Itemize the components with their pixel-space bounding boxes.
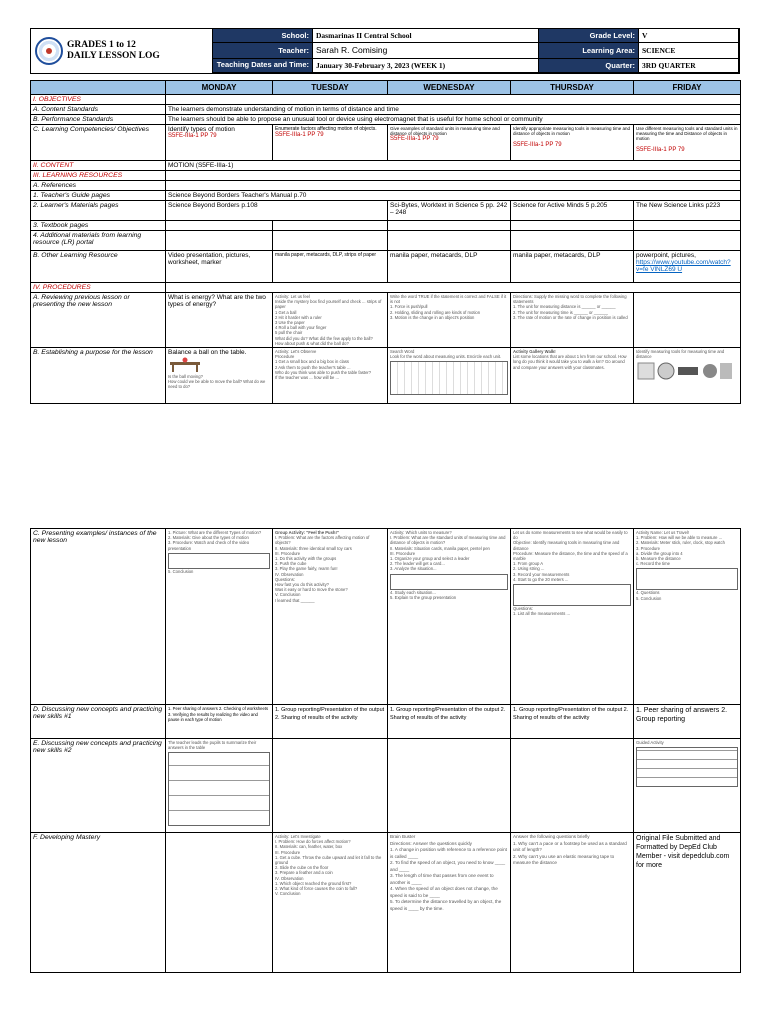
row-presenting bbox=[31, 529, 741, 705]
row-learners-materials bbox=[31, 201, 741, 221]
section-resources-label: III. LEARNING RESOURCES bbox=[31, 171, 166, 181]
competency-tuesday bbox=[273, 125, 388, 161]
review-monday: What is energy? What are the two types of energy? bbox=[166, 293, 273, 348]
purpose-tuesday: Activity: Let's Observe Procedure 1 Get a small box and a big box in class 2 Ask them to push the teacher's table ... Who do you think was able to push the table faster? If the teacher was ... how will be ... bbox=[273, 348, 388, 404]
competency-code: S5FE-IIIa-1 PP 79 bbox=[636, 147, 685, 153]
discuss-2-wednesday bbox=[388, 739, 511, 833]
competency-code: S5FE-IIIa-1 PP 79 bbox=[168, 133, 217, 139]
travel-table-placeholder bbox=[636, 568, 738, 590]
day-header-blank bbox=[31, 81, 166, 95]
competency-code: S5FE-IIIa-1 PP 79 bbox=[513, 142, 562, 148]
purpose-wednesday: Search Word Look for the word about measuring units. Encircle each unit. bbox=[388, 348, 511, 404]
competency-text: Identify types of motion bbox=[168, 126, 235, 133]
discuss-2-thursday bbox=[511, 739, 634, 833]
competency-wednesday bbox=[388, 125, 511, 161]
teachers-guide-label: 1. Teacher's Guide pages bbox=[31, 191, 166, 201]
presenting-wednesday: Activity: Which units to measure? I. Problem: What are the standard units of measuring time and distance of objects in motion? II. Materials: Situation cards, manila paper, pentel pen III. Procedure 1. Organize your group and select a leader 2. The leader will get a card... 3. Analyze the situation... 4. Study each situation... 5. Explain to the group presentation bbox=[388, 529, 511, 705]
purpose-monday: Balance a ball on the table. Is the ball moving? How could we be able to move the ball? What do we need to do? bbox=[166, 348, 273, 404]
discuss-1-friday: 1. Peer sharing of answers 2. Group reporting bbox=[634, 705, 741, 739]
school-value: Dasmarinas II Central School bbox=[313, 29, 539, 43]
row-performance-standards bbox=[31, 115, 741, 125]
row-competencies bbox=[31, 125, 741, 161]
day-friday: FRIDAY bbox=[634, 81, 741, 95]
word-search-grid bbox=[390, 361, 508, 395]
deped-seal-icon bbox=[35, 37, 63, 65]
row-purpose bbox=[31, 348, 741, 404]
title-line-2: DAILY LESSON LOG bbox=[67, 51, 160, 61]
day-thursday: THURSDAY bbox=[511, 81, 634, 95]
row-review bbox=[31, 293, 741, 348]
purpose-thursday: Activity Gallery Walk! List some locations that are about 1 km from our school. How long do you think it would take you to walk a km? Go around and compare your answers with your classmates. bbox=[511, 348, 634, 404]
discuss-1-monday: 1. Peer sharing of answers 2. Checking of worksheets 3. Verifying the results by realizing the video and pause in each type of motion bbox=[166, 705, 273, 739]
day-tuesday: TUESDAY bbox=[273, 81, 388, 95]
youtube-link[interactable]: https://www.youtube.com/watch?v=fe VlNLZ69 U bbox=[636, 259, 731, 273]
learners-materials-thu: Science for Active Minds 5 p.205 bbox=[511, 201, 634, 221]
header bbox=[30, 28, 740, 74]
competency-friday bbox=[634, 125, 741, 161]
grade-value: V bbox=[639, 29, 739, 43]
competencies-label: C. Learning Competencies/ Objectives bbox=[31, 125, 166, 161]
competency-thursday bbox=[511, 125, 634, 161]
purpose-monday-text: Balance a ball on the table. bbox=[168, 349, 247, 357]
tape-measure-icon bbox=[678, 367, 698, 375]
discuss-2-friday: Guided Activity bbox=[634, 739, 741, 833]
discuss-2-label: E. Discussing new concepts and practicing new skills #2 bbox=[31, 739, 166, 833]
measuring-tools-pictures bbox=[636, 359, 736, 385]
dates-label: Teaching Dates and Time: bbox=[213, 59, 313, 73]
table-leg-shape bbox=[172, 365, 174, 372]
other-resources-tue: manila paper, metacards, DLP, strips of paper bbox=[273, 251, 388, 283]
dates-value: January 30-February 3, 2023 (WEEK 1) bbox=[313, 59, 539, 73]
competency-code: S5FE-IIIa-1 PP 79 bbox=[275, 132, 324, 138]
presenting-monday: 1. Picture: What are the different Types of motion? 2. Materials: Give about the types of motion 3. Procedure: Watch and check of the video presentation 5. Conclusion bbox=[166, 529, 273, 705]
performance-standards-value: The learners should be able to propose an unusual tool or device using electromagnet that is useful for home school or community bbox=[166, 115, 741, 125]
review-thursday: Directions: Supply the missing word to complete the following statements 1. The unit for measuring distance is ______ or ______ 2. The unit for measuring time is ______ or ______ 3. The rate of motion or the rate of change in position is called bbox=[511, 293, 634, 348]
speed-table bbox=[636, 747, 738, 787]
area-label: Learning Area: bbox=[539, 43, 639, 58]
section-content-label: II. CONTENT bbox=[31, 161, 166, 171]
stopwatch-icon bbox=[703, 364, 717, 378]
clock-icon bbox=[658, 363, 674, 379]
header-logo-area bbox=[31, 29, 213, 73]
day-header-row bbox=[31, 81, 741, 95]
row-references bbox=[31, 181, 741, 191]
other-resources-mon: Video presentation, pictures, worksheet, marker bbox=[166, 251, 273, 283]
references-label: A. References bbox=[31, 181, 166, 191]
learners-materials-wed: Sci-Bytes, Worktext in Science 5 pp. 242 – 248 bbox=[388, 201, 511, 221]
header-info-grid bbox=[213, 29, 739, 73]
row-content bbox=[31, 161, 741, 171]
table-ball-illustration bbox=[168, 356, 204, 372]
form-title bbox=[67, 40, 160, 62]
area-value: SCIENCE bbox=[639, 43, 739, 58]
review-friday bbox=[634, 293, 741, 348]
grade-label: Grade Level: bbox=[539, 29, 639, 43]
content-standards-value: The learners demonstrate understanding of motion in terms of distance and time bbox=[166, 105, 741, 115]
other-resources-label: B. Other Learning Resource bbox=[31, 251, 166, 283]
teacher-label: Teacher: bbox=[213, 43, 313, 58]
additional-materials-label: 4. Additional materials from learning resource (LR) portal bbox=[31, 231, 166, 251]
row-discuss-2 bbox=[31, 739, 741, 833]
quarter-value: 3RD QUARTER bbox=[639, 59, 739, 73]
section-resources bbox=[31, 171, 741, 181]
school-label: School: bbox=[213, 29, 313, 43]
learners-materials-mon: Science Beyond Borders p.108 bbox=[166, 201, 388, 221]
presenting-friday: Activity Name: Let us Travel! 1. Problem: How will we be able to measure ... 2. Materials: Meter stick, ruler, clock, stop watch 3. Procedure a. Divide the group into 4 b. Measure the distance c. Record the time 4. Questions 5. Conclusion bbox=[634, 529, 741, 705]
title-line-1: GRADES 1 to 12 bbox=[67, 40, 136, 50]
teachers-guide-value: Science Beyond Borders Teacher's Manual p.70 bbox=[166, 191, 741, 201]
row-discuss-1 bbox=[31, 705, 741, 739]
day-wednesday: WEDNESDAY bbox=[388, 81, 511, 95]
learners-materials-fri: The New Science Links p223 bbox=[634, 201, 741, 221]
mastery-thursday: Answer the following questions briefly 1. Why can't a pace or a footstep be used as a standard unit of length? 2. Why can't you use an elastic measuring tape to measure the distance bbox=[511, 833, 634, 973]
mastery-wednesday: Brain Buster Directions: Answer the questions quickly 1. A change in position with reference to a reference point is called ____ 2. To find the speed of an object, you need to know ____ and ____ 3. The length of time that passes from one event to another is ____ 4. When the speed of an object does not change, the speed is said to be ____ 5. To determine the distance travelled by an object, the speed is ____ by the time. bbox=[388, 833, 511, 973]
row-content-standards bbox=[31, 105, 741, 115]
mastery-tuesday: Activity: Let's Investigate I. Problem: How do forces affect motion? II. Materials: can, feather, water, box III. Procedure 1. Get a cube. Throw the cube upward and let it fall to the ground 2. Slide the cube on the floor 3. Prepare a feather and a coin IV. Observation 1. Which object reached the ground first? 2. What kind of force causes the coin to fall? V. Conclusion bbox=[273, 833, 388, 973]
performance-standards-label: B. Performance Standards bbox=[31, 115, 166, 125]
row-mastery bbox=[31, 833, 741, 973]
section-objectives-label: I. OBJECTIVES bbox=[31, 95, 166, 105]
section-objectives bbox=[31, 95, 741, 105]
teacher-value: Sarah R. Comising bbox=[313, 43, 539, 58]
mastery-label: F. Developing Mastery bbox=[31, 833, 166, 973]
textbook-label: 3. Textbook pages bbox=[31, 221, 166, 231]
other-resources-thu: manila paper, metacards, DLP bbox=[511, 251, 634, 283]
content-standards-label: A. Content Standards bbox=[31, 105, 166, 115]
mastery-monday bbox=[166, 833, 273, 973]
competency-text: Identify appropriate measuring tools in measuring time and distance of objects in motion bbox=[513, 126, 631, 136]
row-additional bbox=[31, 231, 741, 251]
motion-table-placeholder bbox=[168, 553, 270, 569]
measurement-table-placeholder bbox=[513, 584, 631, 606]
row-other-resources bbox=[31, 251, 741, 283]
quarter-label: Quarter: bbox=[539, 59, 639, 73]
presenting-thursday: Let us do some measurements to see what would be easily to do Objective: Identify measuring tools in measuring time and distance Procedure: Measure the distance, the time and the speed of a marble 1. From group A 2. Using string ... 3. Record your measurements 4. Start to go the 20 meters ... Questions: 1. List all the measurements ... bbox=[511, 529, 634, 705]
other-resources-wed: manila paper, metacards, DLP bbox=[388, 251, 511, 283]
other-resources-fri bbox=[634, 251, 741, 283]
discuss-2-tuesday bbox=[273, 739, 388, 833]
tool-picture bbox=[720, 363, 732, 379]
learners-materials-label: 2. Learner's Materials pages bbox=[31, 201, 166, 221]
other-resources-fri-text: powerpoint, pictures, bbox=[636, 252, 696, 259]
presenting-tuesday: Group Activity: "Feel the Push!" I. Problem: What are the factors affecting motion of objects? II. Materials: three identical small toy cars III. Procedure 1. Do this activity with the groups 2. Push the cube 3. Play the game fairly, rearm fun! IV. Observation Questions: How fast you do this activity? Was it easy or hard to move the stone? V. Conclusion I learned that ______ bbox=[273, 529, 388, 705]
mastery-friday: Original File Submitted and Formatted by DepEd Club Member - visit depedclub.com for more bbox=[634, 833, 741, 973]
competency-text: Give examples of standard units in measuring time and distance of objects in motion bbox=[390, 126, 500, 136]
competency-text: Use different measuring tools and standard units in measuring the time and Distance of objects in motion bbox=[636, 126, 738, 141]
discuss-1-tuesday: 1. Group reporting/Presentation of the output 2. Sharing of results of the activity bbox=[273, 705, 388, 739]
section-procedures-label: IV. PROCEDURES bbox=[31, 283, 166, 293]
discuss-1-label: D. Discussing new concepts and practicing new skills #1 bbox=[31, 705, 166, 739]
units-table-placeholder bbox=[390, 574, 508, 590]
purpose-friday: Identify measuring tools for measuring time and distance bbox=[634, 348, 741, 404]
review-wednesday: Write the word TRUE if the statement is correct and FALSE if it is not 1. Force is push/pull 2. Holding, sliding and rolling are kinds of motion 3. Motion is the change in an object's position bbox=[388, 293, 511, 348]
content-value: MOTION (S5FE-IIIa-1) bbox=[166, 161, 741, 171]
purpose-label: B. Establishing a purpose for the lesson bbox=[31, 348, 166, 404]
discuss-1-thursday: 1. Group reporting/Presentation of the output 2. Sharing of results of the activity bbox=[511, 705, 634, 739]
review-tuesday: Activity: Let us feel Inside the mystery box find yourself and check ... strips of paper 1 Get a ball 2 Hit it harder with a ruler 3 Use the paper 4 Roll a ball with your finger 5 pull the chair What did you do? What did the few apply to the ball? How about push & what did the ball do? bbox=[273, 293, 388, 348]
discuss-1-wednesday: 1. Group reporting/Presentation of the output 2. Sharing of results of the activity bbox=[388, 705, 511, 739]
lesson-table-bottom bbox=[30, 528, 740, 973]
row-textbook bbox=[31, 221, 741, 231]
discuss-2-monday: The teacher leads the pupils to summarize their answers in the table bbox=[166, 739, 273, 833]
competency-code: S5FE-IIIa-1 PP 79 bbox=[390, 136, 439, 142]
row-teachers-guide bbox=[31, 191, 741, 201]
presenting-label: C. Presenting examples/ instances of the new lesson bbox=[31, 529, 166, 705]
table-leg-shape bbox=[196, 365, 198, 372]
competency-monday bbox=[166, 125, 273, 161]
section-procedures bbox=[31, 283, 741, 293]
review-label: A. Reviewing previous lesson or presenting the new lesson bbox=[31, 293, 166, 348]
tool-picture bbox=[638, 363, 654, 379]
ball-shape bbox=[183, 358, 188, 363]
competency-text: Enumerate factors affecting motion of objects. bbox=[275, 126, 377, 132]
types-of-motion-table bbox=[168, 752, 270, 826]
day-monday: MONDAY bbox=[166, 81, 273, 95]
lesson-table-top bbox=[30, 80, 740, 404]
